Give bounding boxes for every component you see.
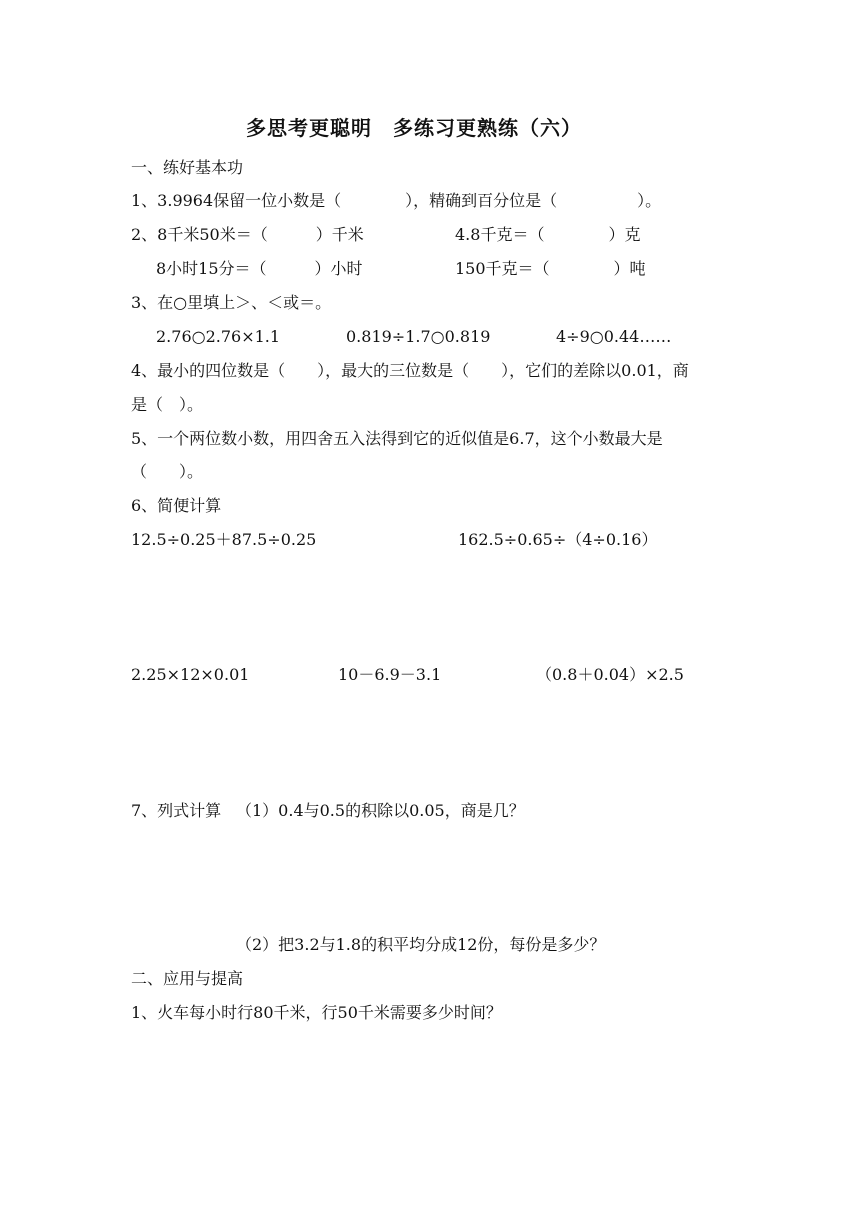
question-6-e: （0.8＋0.04）×2.5 [536,665,684,684]
question-2-c: 8小时15分＝（ ）小时 [156,259,363,278]
question-6-a: 12.5÷0.25＋87.5÷0.25 [131,530,317,549]
application-question-1: 1、火车每小时行80千米，行50千米需要多少时间？ [131,1003,502,1022]
question-5-line2: （ ）。 [131,462,204,481]
question-1: 1、3.9964保留一位小数是（ ），精确到百分位是（ ）。 [131,191,662,210]
question-3: 3、在○里填上＞、＜或＝。 [131,293,332,312]
question-6-d: 10－6.9－3.1 [338,665,442,684]
question-2-a: 2、8千米50米＝（ ）千米 [131,225,364,244]
question-7-part-2: （2）把3.2与1.8的积平均分成12份，每份是多少？ [236,935,606,954]
question-2-b: 4.8千克＝（ ）克 [455,225,641,244]
page-title: 多思考更聪明 多练习更熟练（六） [246,116,582,140]
question-2-d: 150千克＝（ ）吨 [455,259,646,278]
question-7-part-1: （1）0.4与0.5的积除以0.05，商是几？ [236,801,525,820]
question-7-label: 7、列式计算 [131,801,222,820]
question-6-c: 2.25×12×0.01 [131,665,250,684]
question-3-c: 4÷9○0.44…… [556,327,672,346]
question-5-line1: 5、一个两位数小数，用四舍五入法得到它的近似值是6.7，这个小数最大是 [131,429,663,448]
section-heading-application: 二、应用与提高 [131,969,244,988]
question-6: 6、简便计算 [131,496,222,515]
section-heading-basics: 一、练好基本功 [131,158,244,177]
question-3-a: 2.76○2.76×1.1 [156,327,281,346]
question-6-b: 162.5÷0.65÷（4÷0.16） [458,530,658,549]
question-3-b: 0.819÷1.7○0.819 [346,327,491,346]
question-4-line2: 是（ ）。 [131,395,204,414]
question-4-line1: 4、最小的四位数是（ ），最大的三位数是（ ），它们的差除以0.01，商 [131,361,689,380]
